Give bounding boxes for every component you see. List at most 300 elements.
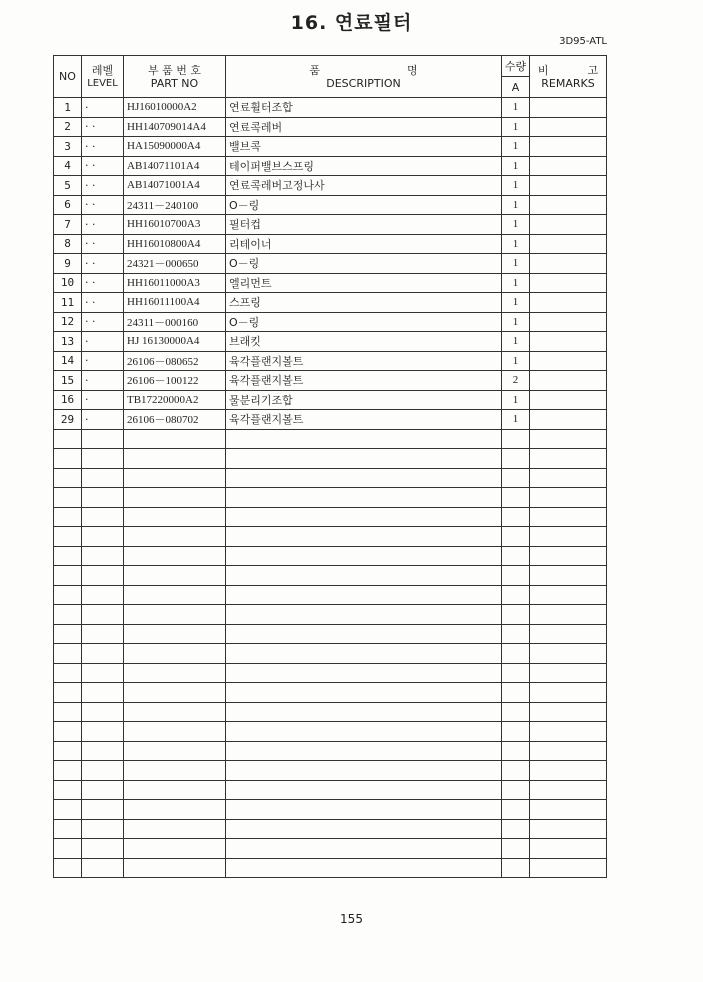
cell-no: 7: [54, 215, 82, 235]
cell-description: 엘리먼트: [226, 273, 502, 293]
empty-row: [54, 663, 607, 683]
cell-remarks: [530, 800, 607, 820]
cell-description: 연료콕레버고정나사: [226, 176, 502, 196]
cell-no: [54, 468, 82, 488]
cell-level: · ·: [82, 117, 124, 137]
cell-quantity: 1: [502, 117, 530, 137]
cell-no: [54, 507, 82, 527]
cell-quantity: [502, 663, 530, 683]
cell-description: 육각플랜지볼트: [226, 351, 502, 371]
cell-description: O－링: [226, 195, 502, 215]
cell-description: [226, 527, 502, 547]
cell-quantity: [502, 741, 530, 761]
cell-no: 4: [54, 156, 82, 176]
cell-remarks: [530, 449, 607, 469]
empty-row: [54, 702, 607, 722]
header-part-ko: 부 품 번 호: [148, 63, 201, 77]
empty-row: [54, 507, 607, 527]
header-remarks-ko: [533, 64, 603, 77]
cell-level: · ·: [82, 176, 124, 196]
cell-description: [226, 449, 502, 469]
cell-remarks: [530, 761, 607, 781]
table-row: [54, 254, 607, 274]
cell-quantity: 1: [502, 254, 530, 274]
cell-quantity: 1: [502, 273, 530, 293]
cell-part-no: 24321－000650: [124, 254, 226, 274]
table-row: [54, 312, 607, 332]
header-remarks: [530, 56, 607, 98]
cell-part-no: [124, 566, 226, 586]
cell-remarks: [530, 741, 607, 761]
cell-no: [54, 741, 82, 761]
empty-row: [54, 761, 607, 781]
cell-part-no: [124, 683, 226, 703]
cell-part-no: [124, 663, 226, 683]
cell-quantity: [502, 488, 530, 508]
header-level-en: LEVEL: [87, 77, 118, 89]
cell-part-no: AB14071101A4: [124, 156, 226, 176]
cell-remarks: [530, 683, 607, 703]
header-qty: 수량: [502, 56, 530, 77]
header-desc-ko-1: 품: [309, 63, 320, 77]
cell-part-no: [124, 761, 226, 781]
cell-no: [54, 605, 82, 625]
cell-part-no: 26106－080702: [124, 410, 226, 430]
cell-no: 5: [54, 176, 82, 196]
header-remarks-ko-2: 고: [587, 63, 599, 77]
cell-no: [54, 683, 82, 703]
cell-quantity: [502, 585, 530, 605]
header-desc-ko: [229, 64, 498, 77]
cell-no: [54, 858, 82, 878]
cell-level: [82, 507, 124, 527]
cell-description: 리테이너: [226, 234, 502, 254]
cell-no: [54, 546, 82, 566]
cell-part-no: TB17220000A2: [124, 390, 226, 410]
cell-remarks: [530, 858, 607, 878]
cell-description: [226, 722, 502, 742]
cell-quantity: [502, 468, 530, 488]
cell-no: [54, 780, 82, 800]
table-row: [54, 351, 607, 371]
cell-quantity: [502, 819, 530, 839]
cell-part-no: HH16010800A4: [124, 234, 226, 254]
cell-part-no: HJ16010000A2: [124, 98, 226, 118]
table-row: [54, 215, 607, 235]
cell-no: [54, 800, 82, 820]
empty-row: [54, 429, 607, 449]
cell-quantity: 1: [502, 312, 530, 332]
cell-description: [226, 819, 502, 839]
cell-remarks: [530, 722, 607, 742]
empty-row: [54, 468, 607, 488]
cell-remarks: [530, 117, 607, 137]
cell-level: · ·: [82, 234, 124, 254]
cell-no: [54, 527, 82, 547]
cell-remarks: [530, 156, 607, 176]
cell-level: [82, 429, 124, 449]
table-row: [54, 371, 607, 391]
cell-part-no: [124, 839, 226, 859]
cell-level: [82, 800, 124, 820]
cell-quantity: [502, 839, 530, 859]
cell-remarks: [530, 273, 607, 293]
cell-remarks: [530, 429, 607, 449]
page-title: 16. 연료필터: [290, 12, 413, 34]
cell-part-no: HH16011000A3: [124, 273, 226, 293]
header-no: NO: [54, 56, 82, 98]
cell-level: [82, 858, 124, 878]
empty-row: [54, 800, 607, 820]
table-row: [54, 156, 607, 176]
cell-remarks: [530, 371, 607, 391]
header-part-en: PART NO: [150, 76, 199, 90]
cell-level: [82, 468, 124, 488]
header-remarks-ko-1: 비: [537, 63, 549, 77]
cell-quantity: [502, 780, 530, 800]
cell-no: 12: [54, 312, 82, 332]
cell-remarks: [530, 585, 607, 605]
cell-remarks: [530, 780, 607, 800]
header-description: [226, 56, 502, 98]
cell-level: ·: [82, 371, 124, 391]
cell-remarks: [530, 137, 607, 157]
empty-row: [54, 683, 607, 703]
cell-quantity: [502, 605, 530, 625]
cell-part-no: [124, 780, 226, 800]
table-row: [54, 176, 607, 196]
cell-quantity: 1: [502, 98, 530, 118]
cell-part-no: [124, 488, 226, 508]
header-remarks-en: REMARKS: [541, 76, 595, 90]
cell-remarks: [530, 468, 607, 488]
cell-description: [226, 800, 502, 820]
cell-description: [226, 741, 502, 761]
cell-level: [82, 566, 124, 586]
cell-part-no: 24311－000160: [124, 312, 226, 332]
cell-remarks: [530, 839, 607, 859]
cell-level: · ·: [82, 312, 124, 332]
cell-description: O－링: [226, 254, 502, 274]
cell-part-no: [124, 449, 226, 469]
cell-level: ·: [82, 332, 124, 352]
cell-description: [226, 429, 502, 449]
cell-quantity: 1: [502, 195, 530, 215]
cell-level: [82, 527, 124, 547]
cell-quantity: 1: [502, 234, 530, 254]
table-row: [54, 98, 607, 118]
cell-level: · ·: [82, 273, 124, 293]
cell-description: 밸브콕: [226, 137, 502, 157]
cell-description: [226, 683, 502, 703]
parts-table: [53, 55, 607, 878]
cell-description: 육각플랜지볼트: [226, 371, 502, 391]
cell-no: 9: [54, 254, 82, 274]
cell-remarks: [530, 507, 607, 527]
cell-remarks: [530, 546, 607, 566]
cell-part-no: HH16010700A3: [124, 215, 226, 235]
cell-level: · ·: [82, 156, 124, 176]
cell-no: 29: [54, 410, 82, 430]
header-part-no: [124, 56, 226, 98]
table-row: [54, 273, 607, 293]
cell-description: [226, 488, 502, 508]
cell-part-no: AB14071001A4: [124, 176, 226, 196]
cell-no: 1: [54, 98, 82, 118]
cell-level: [82, 546, 124, 566]
table-row: [54, 390, 607, 410]
header-level: [82, 56, 124, 98]
cell-part-no: [124, 605, 226, 625]
cell-quantity: [502, 449, 530, 469]
cell-level: · ·: [82, 195, 124, 215]
cell-part-no: [124, 741, 226, 761]
cell-level: [82, 585, 124, 605]
cell-no: [54, 663, 82, 683]
cell-remarks: [530, 234, 607, 254]
header-desc-en: DESCRIPTION: [326, 76, 401, 90]
cell-description: [226, 546, 502, 566]
empty-row: [54, 839, 607, 859]
cell-description: 스프링: [226, 293, 502, 313]
empty-row: [54, 858, 607, 878]
cell-quantity: [502, 683, 530, 703]
cell-part-no: [124, 507, 226, 527]
cell-quantity: [502, 761, 530, 781]
cell-level: · ·: [82, 137, 124, 157]
table-row: [54, 195, 607, 215]
cell-description: 물분리기조합: [226, 390, 502, 410]
cell-quantity: 1: [502, 156, 530, 176]
cell-description: [226, 644, 502, 664]
cell-level: · ·: [82, 215, 124, 235]
cell-quantity: 1: [502, 215, 530, 235]
cell-no: 14: [54, 351, 82, 371]
cell-quantity: [502, 722, 530, 742]
empty-row: [54, 527, 607, 547]
cell-part-no: HJ 16130000A4: [124, 332, 226, 352]
cell-no: [54, 722, 82, 742]
cell-part-no: [124, 644, 226, 664]
cell-level: [82, 722, 124, 742]
cell-level: [82, 683, 124, 703]
cell-no: 2: [54, 117, 82, 137]
cell-remarks: [530, 488, 607, 508]
cell-remarks: [530, 702, 607, 722]
cell-remarks: [530, 644, 607, 664]
empty-row: [54, 624, 607, 644]
header-level-ko: 레벨: [91, 63, 114, 77]
cell-quantity: 1: [502, 176, 530, 196]
cell-no: 13: [54, 332, 82, 352]
cell-level: [82, 605, 124, 625]
cell-description: 연료휠터조합: [226, 98, 502, 118]
cell-level: [82, 819, 124, 839]
table-row: [54, 410, 607, 430]
cell-no: 15: [54, 371, 82, 391]
cell-quantity: [502, 507, 530, 527]
cell-description: [226, 858, 502, 878]
cell-remarks: [530, 819, 607, 839]
cell-description: [226, 585, 502, 605]
cell-no: [54, 839, 82, 859]
cell-no: [54, 566, 82, 586]
cell-quantity: [502, 800, 530, 820]
cell-remarks: [530, 663, 607, 683]
table-row: [54, 234, 607, 254]
table-row: [54, 332, 607, 352]
cell-level: ·: [82, 390, 124, 410]
cell-description: [226, 507, 502, 527]
empty-row: [54, 488, 607, 508]
cell-part-no: [124, 819, 226, 839]
cell-remarks: [530, 351, 607, 371]
cell-level: [82, 663, 124, 683]
cell-part-no: 26106－080652: [124, 351, 226, 371]
cell-quantity: 1: [502, 390, 530, 410]
cell-no: [54, 761, 82, 781]
cell-part-no: [124, 702, 226, 722]
cell-remarks: [530, 98, 607, 118]
empty-row: [54, 644, 607, 664]
cell-no: [54, 429, 82, 449]
table-row: [54, 117, 607, 137]
header-desc-ko-2: 명: [407, 63, 418, 77]
cell-remarks: [530, 332, 607, 352]
cell-remarks: [530, 176, 607, 196]
cell-no: [54, 488, 82, 508]
empty-row: [54, 722, 607, 742]
cell-part-no: [124, 429, 226, 449]
cell-level: ·: [82, 410, 124, 430]
model-code: 3D95-ATL: [559, 36, 607, 47]
cell-quantity: [502, 546, 530, 566]
cell-remarks: [530, 390, 607, 410]
cell-part-no: [124, 585, 226, 605]
cell-description: [226, 566, 502, 586]
cell-quantity: [502, 566, 530, 586]
cell-quantity: 1: [502, 332, 530, 352]
cell-no: 3: [54, 137, 82, 157]
cell-remarks: [530, 215, 607, 235]
cell-remarks: [530, 605, 607, 625]
cell-no: [54, 644, 82, 664]
cell-remarks: [530, 195, 607, 215]
cell-part-no: HA15090000A4: [124, 137, 226, 157]
cell-description: [226, 605, 502, 625]
cell-remarks: [530, 293, 607, 313]
table-body: [54, 98, 607, 878]
cell-level: [82, 488, 124, 508]
cell-description: [226, 663, 502, 683]
cell-description: 연료콕레버: [226, 117, 502, 137]
cell-quantity: [502, 429, 530, 449]
cell-level: [82, 761, 124, 781]
cell-quantity: 1: [502, 351, 530, 371]
cell-quantity: [502, 644, 530, 664]
cell-no: 6: [54, 195, 82, 215]
cell-quantity: 2: [502, 371, 530, 391]
cell-part-no: HH16011100A4: [124, 293, 226, 313]
cell-level: ·: [82, 98, 124, 118]
table-header: [54, 56, 607, 98]
cell-level: [82, 449, 124, 469]
cell-quantity: 1: [502, 410, 530, 430]
cell-description: [226, 624, 502, 644]
cell-no: [54, 624, 82, 644]
cell-description: O－링: [226, 312, 502, 332]
cell-remarks: [530, 566, 607, 586]
table-row: [54, 293, 607, 313]
cell-level: · ·: [82, 254, 124, 274]
cell-level: [82, 624, 124, 644]
cell-description: [226, 839, 502, 859]
cell-no: 8: [54, 234, 82, 254]
cell-description: [226, 468, 502, 488]
cell-level: [82, 839, 124, 859]
cell-quantity: [502, 527, 530, 547]
cell-no: [54, 585, 82, 605]
header-qty-sub: A: [502, 77, 530, 98]
cell-level: ·: [82, 351, 124, 371]
cell-part-no: [124, 527, 226, 547]
cell-part-no: 26106－100122: [124, 371, 226, 391]
cell-remarks: [530, 624, 607, 644]
empty-row: [54, 566, 607, 586]
cell-part-no: [124, 624, 226, 644]
cell-part-no: [124, 722, 226, 742]
empty-row: [54, 819, 607, 839]
cell-remarks: [530, 254, 607, 274]
cell-description: 필터컵: [226, 215, 502, 235]
cell-level: [82, 780, 124, 800]
table-row: [54, 137, 607, 157]
cell-remarks: [530, 527, 607, 547]
cell-quantity: [502, 858, 530, 878]
cell-level: [82, 702, 124, 722]
cell-remarks: [530, 312, 607, 332]
cell-description: [226, 702, 502, 722]
empty-row: [54, 780, 607, 800]
cell-part-no: [124, 468, 226, 488]
cell-level: [82, 644, 124, 664]
cell-description: [226, 780, 502, 800]
cell-no: 16: [54, 390, 82, 410]
cell-part-no: 24311－240100: [124, 195, 226, 215]
cell-description: 브래킷: [226, 332, 502, 352]
cell-part-no: [124, 546, 226, 566]
cell-no: [54, 702, 82, 722]
empty-row: [54, 605, 607, 625]
empty-row: [54, 546, 607, 566]
cell-quantity: [502, 624, 530, 644]
cell-part-no: [124, 858, 226, 878]
empty-row: [54, 449, 607, 469]
cell-no: 11: [54, 293, 82, 313]
cell-description: 테이퍼밸브스프링: [226, 156, 502, 176]
cell-remarks: [530, 410, 607, 430]
cell-level: [82, 741, 124, 761]
empty-row: [54, 585, 607, 605]
cell-quantity: 1: [502, 293, 530, 313]
cell-description: [226, 761, 502, 781]
cell-no: [54, 819, 82, 839]
cell-no: [54, 449, 82, 469]
cell-quantity: 1: [502, 137, 530, 157]
cell-quantity: [502, 702, 530, 722]
cell-part-no: HH140709014A4: [124, 117, 226, 137]
cell-description: 육각플랜지볼트: [226, 410, 502, 430]
